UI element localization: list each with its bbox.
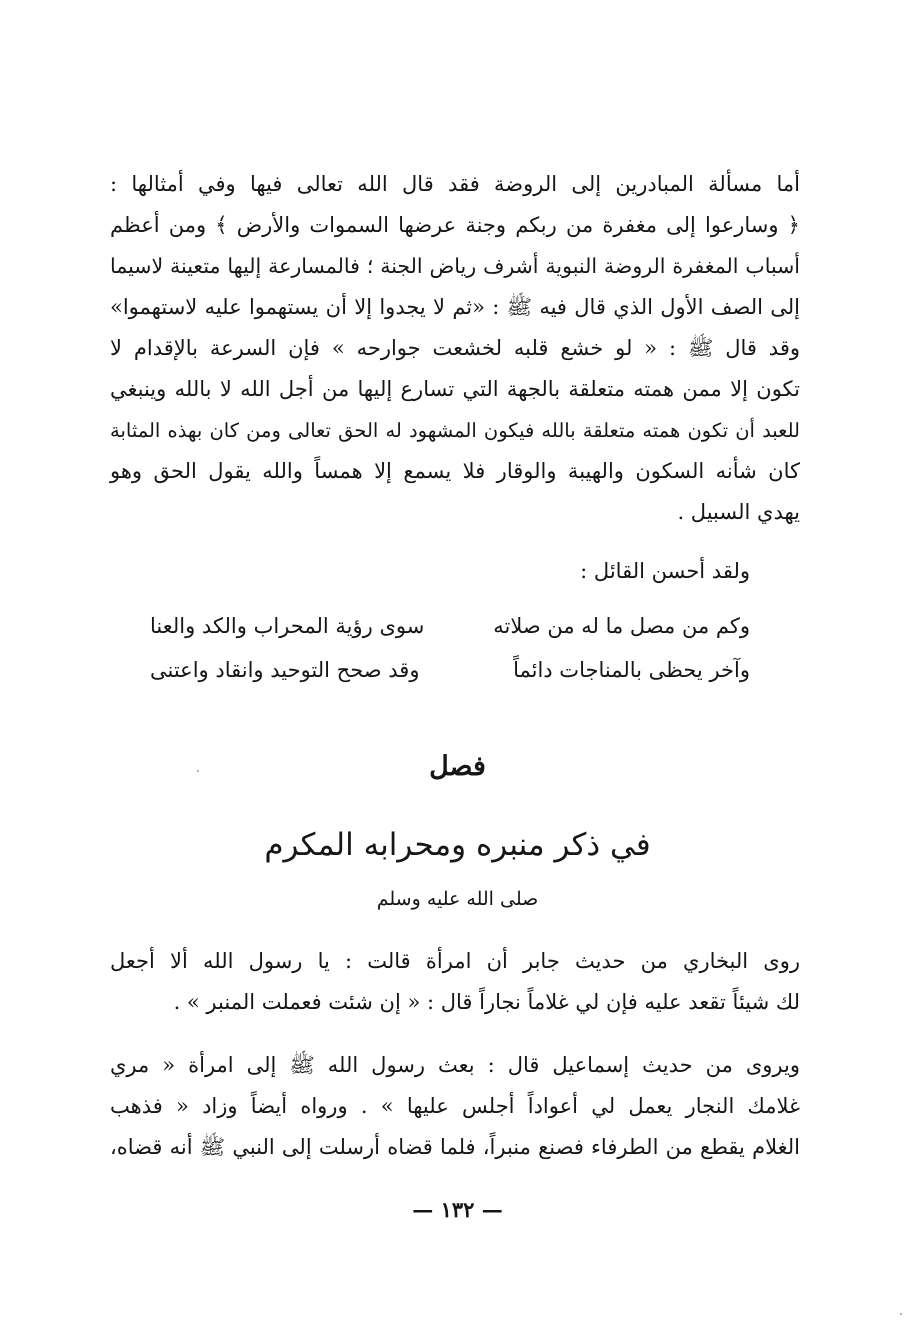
text-line: ويروى من حديث إسماعيل قال : بعث رسول الله ﷺ إلى امرأة « مري	[110, 1053, 800, 1077]
text-line: أما مسألة المبادرين إلى الروضة فقد قال الله تعالى فيها وفي أمثالها :	[110, 172, 800, 196]
scan-speck	[197, 770, 199, 772]
text-line: كان شأنه السكون والهيبة والوقار فلا يسمع إلا همساً والله يقول الحق وهو	[110, 459, 800, 483]
text-line: يهدي السبيل .	[677, 500, 800, 524]
section-title: في ذكر منبره ومحرابه المكرم	[264, 827, 651, 863]
text-line: أسباب المغفرة الروضة النبوية أشرف رياض الجنة ؛ فالمسارعة إليها متعينة لاسيما	[110, 254, 800, 278]
paragraph-bukhari	[110, 941, 800, 1023]
verse-first-hemistich: وكم من مصل ما له من صلاته	[493, 614, 750, 638]
text-line: إلى الصف الأول الذي قال فيه ﷺ : «ثم لا يجدوا إلا أن يستهموا عليه لاستهموا»	[110, 295, 800, 319]
text-line: الغلام يقطع من الطرفاء فصنع منبراً، فلما قضاه أرسلت إلى النبي ﷺ أنه قضاه،	[110, 1135, 800, 1159]
text-line: تكون إلا ممن همته متعلقة بالجهة التي تسارع إليها من أجل الله لا بالله وينبغي	[110, 377, 800, 401]
page-number: — ١٣٢ —	[412, 1197, 503, 1222]
verse-second-hemistich: سوى رؤية المحراب والكد والعنا	[150, 614, 425, 638]
text-line: غلامك النجار يعمل لي أعواداً أجلس عليها » . ورواه أيضاً وزاد « فذهب	[110, 1094, 800, 1118]
section-subtitle: صلى الله عليه وسلم	[376, 888, 539, 910]
text-line: ﴿ وسارعوا إلى مغفرة من ربكم وجنة عرضها السموات والأرض ﴾ ومن أعظم	[110, 213, 800, 237]
paragraph-mubadirin	[110, 164, 800, 533]
verse-intro: ولقد أحسن القائل :	[580, 559, 750, 583]
paragraph-ismail	[110, 1045, 800, 1168]
text-line: روى البخاري من حديث جابر أن امرأة قالت : يا رسول الله ألا أجعل	[110, 949, 800, 973]
text-line: لك شيئاً تقعد عليه فإن لي غلاماً نجاراً قال : « إن شئت فعملت المنبر » .	[173, 990, 800, 1014]
text-line: للعبد أن تكون همته متعلقة بالله فيكون المشهود له الحق تعالى ومن كان بهذه المثابة	[110, 419, 800, 442]
verse-second-hemistich: وقد صحح التوحيد وانقاد واعتنى	[150, 658, 420, 682]
scan-speck	[900, 1313, 902, 1315]
section-heading: فصل	[429, 751, 486, 782]
verse-first-hemistich: وآخر يحظى بالمناجات دائماً	[513, 658, 750, 682]
text-line: وقد قال ﷺ : « لو خشع قلبه لخشعت جوارحه » فإن السرعة بالإقدام لا	[110, 336, 800, 360]
